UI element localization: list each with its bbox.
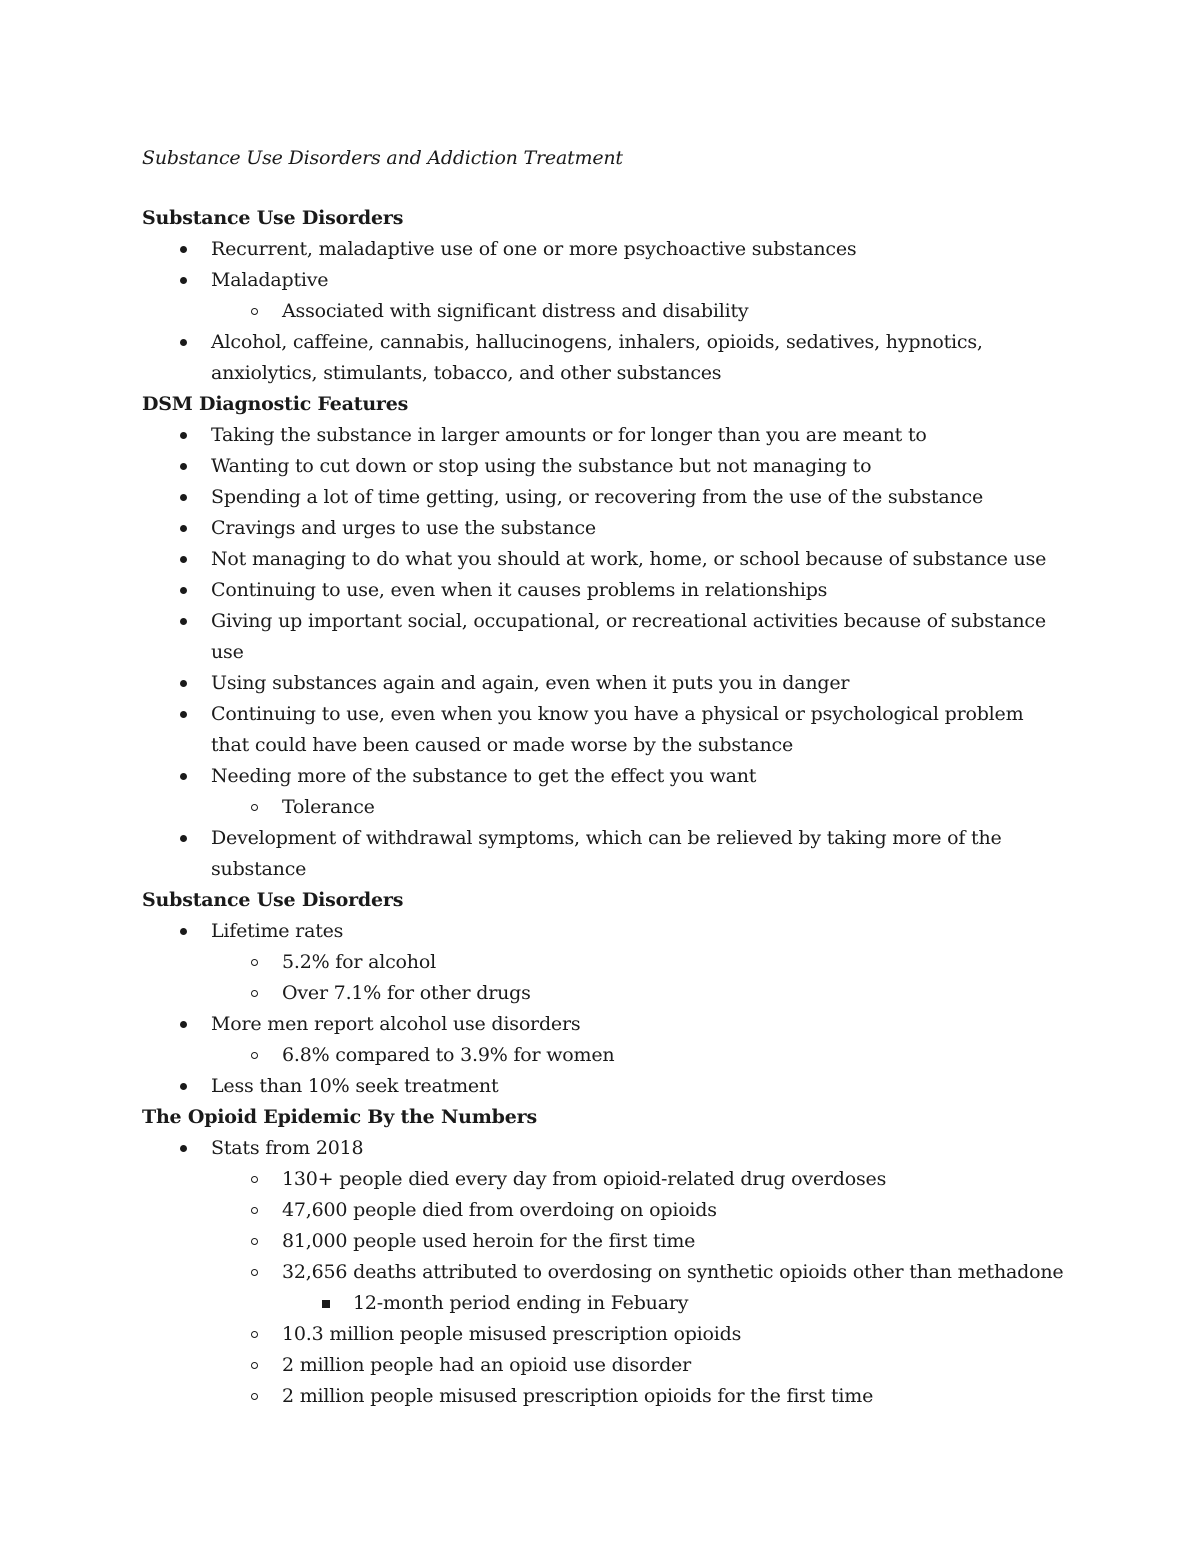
sub-list-item: 10.3 million people misused prescription opioids bbox=[142, 1319, 1142, 1350]
bullet-square-icon bbox=[322, 1288, 330, 1319]
list-item: Continuing to use, even when it causes problems in relationships bbox=[142, 575, 1142, 606]
document-title: Substance Use Disorders and Addiction Treatment bbox=[142, 147, 623, 169]
list-item: Wanting to cut down or stop using the substance but not managing to bbox=[142, 451, 1142, 482]
bullet-dot-icon bbox=[180, 668, 187, 699]
bullet-ring-icon bbox=[251, 792, 258, 823]
bullet-dot-icon bbox=[180, 451, 187, 482]
bullet-ring-icon bbox=[251, 1195, 258, 1226]
bullet-ring-icon bbox=[251, 296, 258, 327]
list-item: Development of withdrawal symptoms, which can be relieved by taking more of the substance bbox=[142, 823, 1051, 885]
list-item: Spending a lot of time getting, using, or recovering from the use of the substance bbox=[142, 482, 1142, 513]
bullet-ring-icon bbox=[251, 1226, 258, 1257]
list-item: Recurrent, maladaptive use of one or more psychoactive substances bbox=[142, 234, 1142, 265]
bullet-ring-icon bbox=[251, 1257, 258, 1288]
sub-list-item: 5.2% for alcohol bbox=[142, 947, 1142, 978]
bullet-dot-icon bbox=[180, 699, 187, 730]
sub-list-item: 130+ people died every day from opioid-related drug overdoses bbox=[142, 1164, 1142, 1195]
bullet-ring-icon bbox=[251, 978, 258, 1009]
list-item: Taking the substance in larger amounts or for longer than you are meant to bbox=[142, 420, 1142, 451]
bullet-dot-icon bbox=[180, 265, 187, 296]
list-item: Lifetime rates bbox=[142, 916, 1142, 947]
sub-list-item: 81,000 people used heroin for the first time bbox=[142, 1226, 1142, 1257]
sub-sub-list-item: 12-month period ending in Febuary bbox=[142, 1288, 1142, 1319]
bullet-dot-icon bbox=[180, 916, 187, 947]
list-item: More men report alcohol use disorders bbox=[142, 1009, 1142, 1040]
list-item: Less than 10% seek treatment bbox=[142, 1071, 1142, 1102]
bullet-ring-icon bbox=[251, 1164, 258, 1195]
list-item: Not managing to do what you should at work, home, or school because of substance use bbox=[142, 544, 1142, 575]
bullet-dot-icon bbox=[180, 1133, 187, 1164]
list-item: Continuing to use, even when you know you have a physical or psychological problem that could have been caused or made worse by the substance bbox=[142, 699, 1051, 761]
bullet-ring-icon bbox=[251, 1040, 258, 1071]
section-heading: The Opioid Epidemic By the Numbers bbox=[142, 1106, 537, 1128]
bullet-ring-icon bbox=[251, 947, 258, 978]
bullet-dot-icon bbox=[180, 544, 187, 575]
list-item: Cravings and urges to use the substance bbox=[142, 513, 1142, 544]
bullet-dot-icon bbox=[180, 823, 187, 854]
section-heading: DSM Diagnostic Features bbox=[142, 393, 409, 415]
bullet-ring-icon bbox=[251, 1319, 258, 1350]
list-item: Giving up important social, occupational, or recreational activities because of substance use bbox=[142, 606, 1051, 668]
list-item: Alcohol, caffeine, cannabis, hallucinogens, inhalers, opioids, sedatives, hypnotics, anxiolytics, stimulants, tobacco, and other substances bbox=[142, 327, 1051, 389]
bullet-ring-icon bbox=[251, 1381, 258, 1412]
list-item: Stats from 2018 bbox=[142, 1133, 1142, 1164]
bullet-dot-icon bbox=[180, 482, 187, 513]
sub-list-item: 2 million people misused prescription opioids for the first time bbox=[142, 1381, 1142, 1412]
bullet-dot-icon bbox=[180, 420, 187, 451]
bullet-dot-icon bbox=[180, 575, 187, 606]
list-item: Using substances again and again, even when it puts you in danger bbox=[142, 668, 1142, 699]
sub-list-item: 2 million people had an opioid use disorder bbox=[142, 1350, 1142, 1381]
list-item: Maladaptive bbox=[142, 265, 1142, 296]
bullet-dot-icon bbox=[180, 606, 187, 637]
bullet-dot-icon bbox=[180, 513, 187, 544]
sub-list-item: Over 7.1% for other drugs bbox=[142, 978, 1142, 1009]
bullet-ring-icon bbox=[251, 1350, 258, 1381]
bullet-dot-icon bbox=[180, 761, 187, 792]
section-heading: Substance Use Disorders bbox=[142, 889, 404, 911]
document-body bbox=[142, 203, 1142, 1412]
sub-list-item: Associated with significant distress and disability bbox=[142, 296, 1142, 327]
list-item: Needing more of the substance to get the effect you want bbox=[142, 761, 1142, 792]
sub-list-item: 47,600 people died from overdoing on opioids bbox=[142, 1195, 1142, 1226]
bullet-dot-icon bbox=[180, 234, 187, 265]
sub-list-item: 6.8% compared to 3.9% for women bbox=[142, 1040, 1142, 1071]
bullet-dot-icon bbox=[180, 327, 187, 358]
sub-list-item: 32,656 deaths attributed to overdosing on synthetic opioids other than methadone bbox=[142, 1257, 1142, 1288]
sub-list-item: Tolerance bbox=[142, 792, 1142, 823]
bullet-dot-icon bbox=[180, 1071, 187, 1102]
bullet-dot-icon bbox=[180, 1009, 187, 1040]
section-heading: Substance Use Disorders bbox=[142, 207, 404, 229]
